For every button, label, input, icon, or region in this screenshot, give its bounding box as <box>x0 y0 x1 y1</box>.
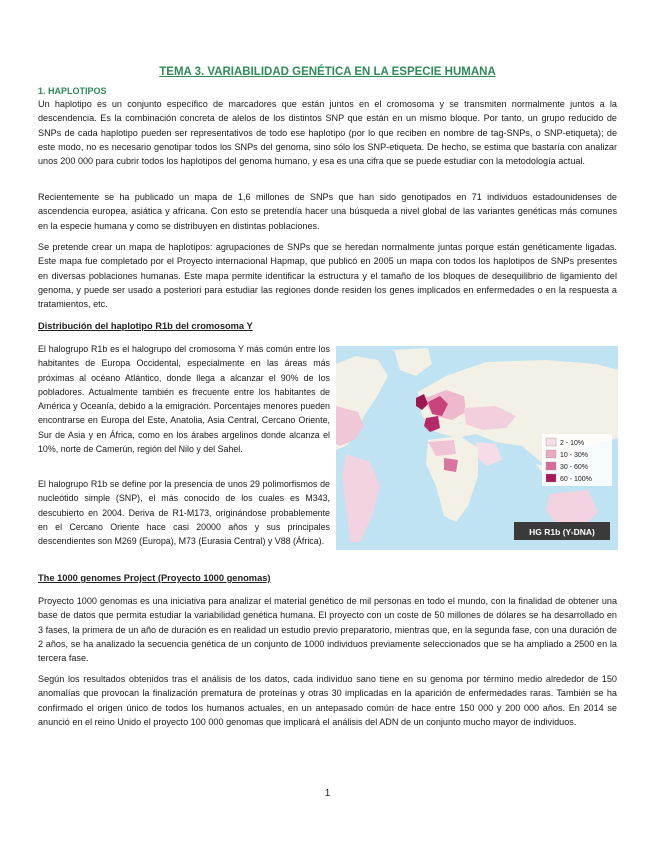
page-number: 1 <box>324 788 331 799</box>
paragraph-mapa-snps: Recientemente se ha publicado un mapa de 1,6 millones de SNPs que han sido genotipados en 71 individuos estadounidenses de ascendencia europea, asiática y africana. Con esto se pretendía hacer una búsqueda a nivel global de las variantes genéticas más comunes en la especie humana y como se distribuyen en distintas poblaciones. <box>38 192 617 231</box>
world-map-graphic <box>336 346 618 550</box>
legend-label-2: 10 - 30% <box>560 452 589 459</box>
paragraph-haplotipo-definicion: Un haplotipo es un conjunto específico de marcadores que están juntos en el cromosoma y se transmiten normalmente juntos a la descendencia. Es la combinación concreta de alelos de los distintos SNP que están en un mismo bloque. Por tanto, un grupo reducido de SNPs de cada haplotipo pueden ser representativos de todo ese haplotipo (por lo que reciben en nombre de tag-SNPs, o SNP-etiqueta); de este modo, no es necesario genotipar todos los SNPs del genoma, sino sólo los SNP-etiqueta. De hecho, se estima que bastaría con analizar unos 200 000 para cubrir todos los haplotipos del genoma humano, y esa es una cifra que se puede estudiar con la metodología actual. <box>38 99 617 167</box>
r1b-distribution-map <box>336 346 618 550</box>
legend-label-4: 60 - 100% <box>560 476 592 483</box>
paragraph-r1b-definicion: El halogrupo R1b se define por la presencia de unos 29 polimorfismos de nucleótido simple (SNP), el más conocido de los cuales es M343, descubierto en 2004. Deriva de R1-M173, originándose probablemente en el Cercano Oriente hace casi 20000 años y sus principales descendientes son M269 (Europa), M73 (Eurasia Central) y V88 (África). <box>38 479 330 547</box>
legend-label-3: 30 - 60% <box>560 464 589 471</box>
paragraph-mapa-haplotipos: Se pretende crear un mapa de haplotipos: agrupaciones de SNPs que se heredan normalmente juntas porque están genéticamente ligadas. Este mapa fue completado por el Proyecto internacional Hapmap, que publicó en 2005 un mapa con todos los haplotipos de SNPs presentes en diversas poblaciones humanas. Este mapa permite identificar la estructura y el tamaño de los bloques de desequilibrio de ligamiento del genoma, y puede ser usado a posteriori para estudiar las regiones donde residen los genes implicados en enfermedades o en la respuesta a tratamientos, etc. <box>38 242 617 310</box>
legend-swatch-3 <box>546 462 556 470</box>
paragraph-1000-genomes-descripcion: Proyecto 1000 genomas es una iniciativa para analizar el material genético de mil personas en todo el mundo, con la finalidad de obtener una base de datos que permita estudiar la variabilidad genética humana. El proyecto con un coste de 50 millones de dólares se ha desarrollado en 3 fases, la primera de un año de duración es en realidad un estudio previo preparatorio, mientras que, en la segunda fase, con una duración de 2 años, se ha analizado la secuencia genética de un conjunto de 1000 individuos previamente seleccionados que se ha ampliado a 2500 en la tercera fase. <box>38 596 617 664</box>
section-heading-r1b: Distribución del haplotipo R1b del cromosoma Y <box>38 321 253 331</box>
page-title: TEMA 3. VARIABILIDAD GENÉTICA EN LA ESPECIE HUMANA <box>159 66 496 78</box>
section-heading-1000-genomes: The 1000 genomes Project (Proyecto 1000 genomas) <box>38 573 271 583</box>
sahel-shading <box>444 458 458 472</box>
paragraph-r1b-distribucion: El halogrupo R1b es el halogrupo del cromosoma Y más común entre los habitantes de Europa Occidental, especialmente en las áreas más próximas al océano Atlántico, donde llega a alcanzar el 90% de los pobladores. Actualmente también es frecuente entre los habitantes de América y Oceanía, debido a la emigración. Porcentajes menores pueden encontrarse en Europa del Este, Anatolia, Asia Central, Cercano Oriente, Sur de Asia y en África, como en los árabes argelinos donde alcanza el 10%, norte de Camerún, región del Nilo y del Sahel. <box>38 344 330 455</box>
legend-swatch-1 <box>546 438 556 446</box>
legend-swatch-2 <box>546 450 556 458</box>
legend-swatch-4 <box>546 474 556 482</box>
legend-label-1: 2 - 10% <box>560 440 585 447</box>
paragraph-1000-genomes-resultados: Según los resultados obtenidos tras el análisis de los datos, cada individuo sano tiene en su genoma por término medio alrededor de 150 anomalías que provocan la finalización prematura de proteínas y otras 30 implicadas en la aparición de enfermedades raras. También se ha confirmado el origen único de todos los humanos actuales, en un antepasado común de hace entre 150 000 y 200 000 años. En 2014 se anunció en el reino Unido el proyecto 100 000 genomas que implicará el análisis del ADN de un conjunto mucho mayor de individuos. <box>38 674 617 727</box>
section-heading-haplotipos: 1. HAPLOTIPOS <box>38 86 107 96</box>
map-label: HG R1b (Y-DNA) <box>529 527 595 537</box>
